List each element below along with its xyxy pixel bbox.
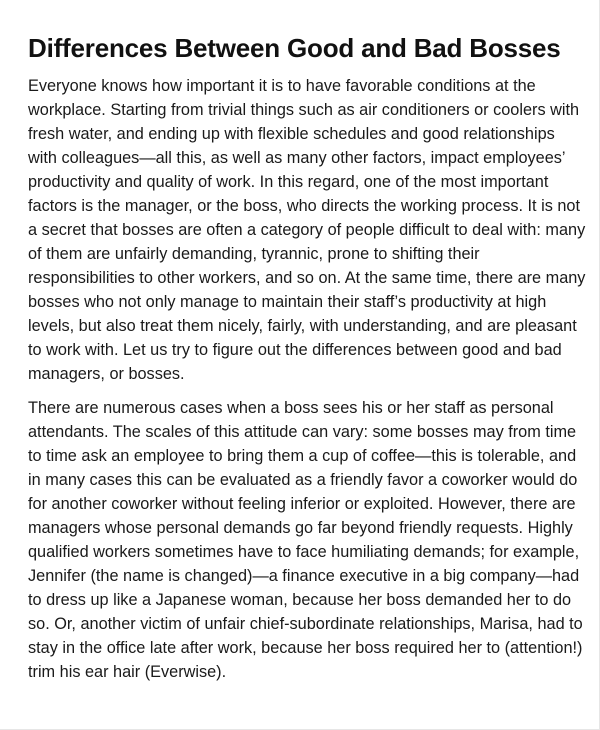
document-title: Differences Between Good and Bad Bosses bbox=[28, 33, 561, 63]
paragraph-body: There are numerous cases when a boss sees his or her staff as personal attendants. The scales of this attitude can vary: some bosses may from time to time ask an employee to bring them a cup of coffee—this is tolerable, and in many cases this can be evaluated as a friendly favor a coworker would do for another coworker without feeling inferior or exploited. However, there are managers whose personal demands go far beyond friendly requests. Highly qualified workers sometimes have to face humiliating demands; for example, Jennifer (the name is changed)—a finance executive in a big company—had to dress up like a Japanese woman, because her boss demanded her to do so. Or, another victim of unfair chief-subordinate relationships, Marisa, had to stay in the office late after work, because her boss required her to (attention!) trim his ear hair (Everwise). bbox=[28, 399, 583, 681]
paragraph-intro: Everyone knows how important it is to have favorable conditions at the workplace. Starting from trivial things such as air conditioners or coolers with fresh water, and ending up with flexible schedules and good relationships with colleagues—all this, as well as many other factors, impact employees’ productivity and quality of work. In this regard, one of the most important factors is the manager, or the boss, who directs the working process. It is not a secret that bosses are often a category of people difficult to deal with: many of them are unfairly demanding, tyrannic, prone to shifting their responsibilities to other workers, and so on. At the same time, there are many bosses who not only manage to maintain their staff’s productivity at high levels, but also treat them nicely, fairly, with understanding, and are pleasant to work with. Let us try to figure out the differences between good and bad managers, or bosses. bbox=[28, 77, 586, 383]
